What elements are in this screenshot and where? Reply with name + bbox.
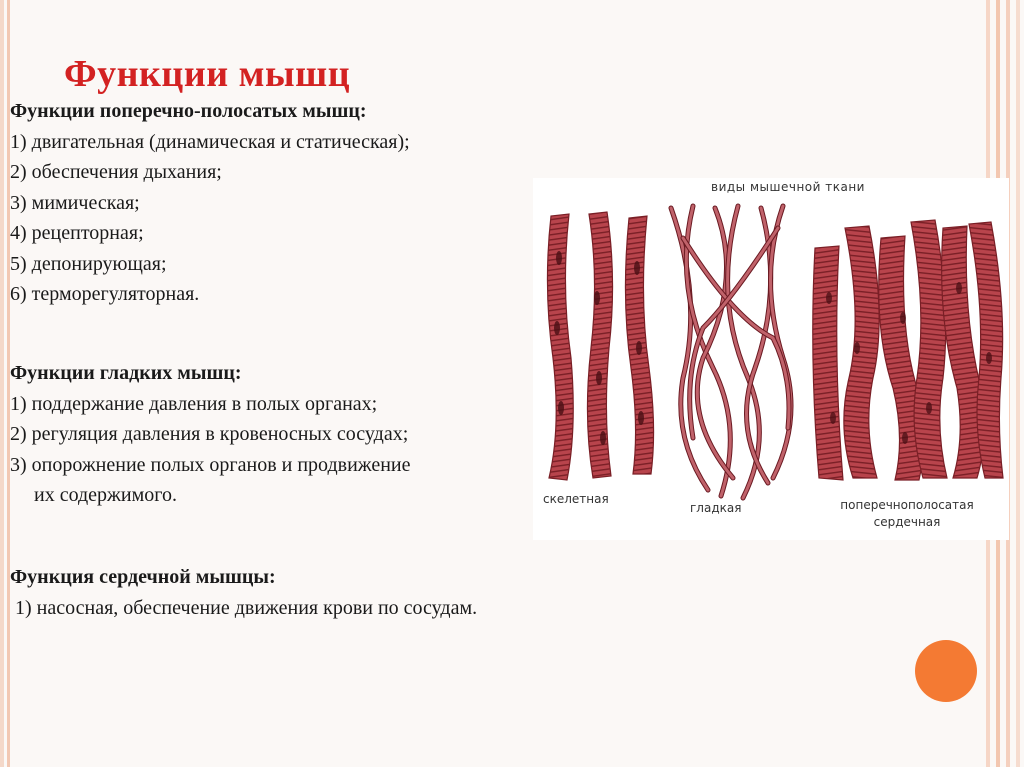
nucleus [956,282,962,294]
label-cardiac-line2: сердечная [873,515,941,529]
nucleus [902,432,908,444]
cardiac-functions-block [10,562,477,623]
figure-title: виды мышечной ткани [711,180,865,194]
cardiac-fiber [844,226,879,478]
smooth-fibers [671,206,791,498]
nucleus [594,291,600,305]
label-skeletal: скелетная [543,492,609,506]
smooth-functions-block [10,358,411,511]
nucleus [634,261,640,275]
label-smooth: гладкая [690,501,742,515]
list-item: 2) регуляция давления в кровеносных сосудах; [10,423,409,445]
list-item: 4) рецепторная; [10,222,144,244]
nucleus [600,431,606,445]
cardiac-fibers [813,220,1003,480]
cardiac-fiber [813,246,843,480]
striated-heading: Функции поперечно-полосатых мышц: [10,100,367,122]
list-item: 1) поддержание давления в полых органах; [10,392,378,415]
list-item: 3) опорожнение полых органов и продвижение [10,453,411,476]
nucleus [830,412,836,424]
skeletal-fiber [587,212,612,478]
smooth-heading: Функции гладких мышц: [10,362,242,384]
list-item: 3) мимическая; [10,191,140,214]
nucleus [826,292,832,304]
list-item: 1) двигательная (динамическая и статическая); [10,130,410,153]
list-item: их содержимого. [34,484,177,506]
decorative-orange-dot [915,640,977,702]
muscle-tissue-illustration [533,178,1009,540]
nucleus [900,312,906,324]
list-item: 6) терморегуляторная. [10,283,200,305]
list-item: 5) депонирующая; [10,252,167,275]
list-item: 1) насосная, обеспечение движения крови по сосудам. [10,596,478,619]
cardiac-heading: Функция сердечной мышцы: [10,566,276,588]
nucleus [638,411,644,425]
nucleus [986,352,992,364]
nucleus [554,321,560,335]
skeletal-fibers [547,212,653,480]
nucleus [556,251,562,265]
nucleus [854,342,860,354]
nucleus [558,401,564,415]
striated-functions-block [10,96,410,310]
nucleus [596,371,602,385]
list-item: 2) обеспечения дыхания; [10,161,222,183]
nucleus [926,402,932,414]
label-cardiac-line1: поперечнополосатая [840,498,974,512]
slide-title: Функции мышц [64,53,351,95]
muscle-tissue-figure [533,178,1009,540]
nucleus [636,341,642,355]
